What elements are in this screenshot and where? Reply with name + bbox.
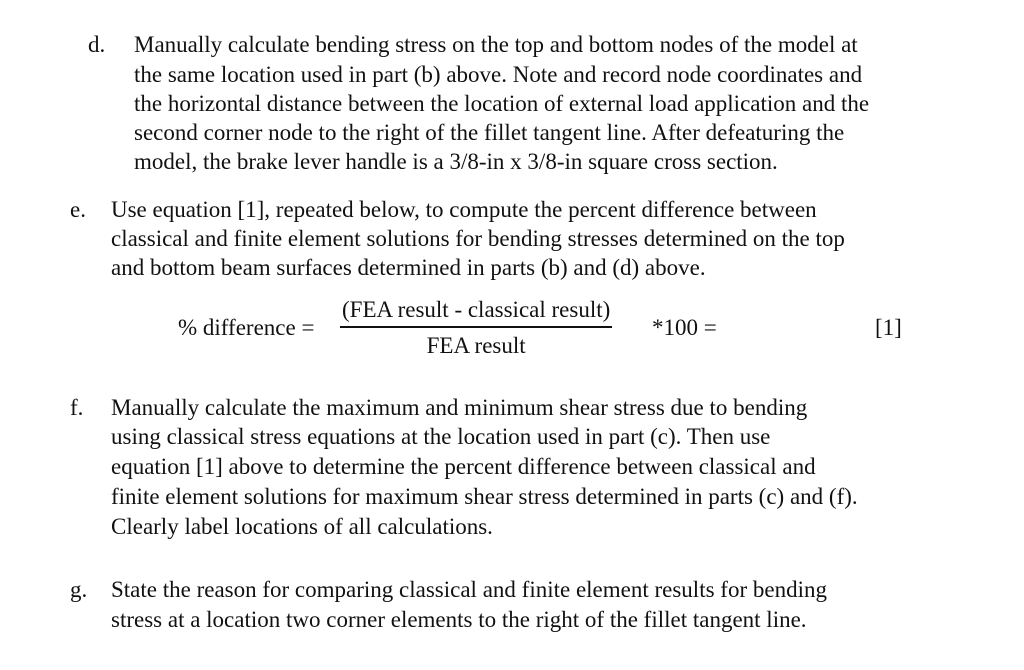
item-g-line: State the reason for comparing classical and finite element results for bending (111, 577, 827, 602)
item-g-label: g. (70, 577, 88, 602)
item-f-line: using classical stress equations at the location used in part (c). Then use (111, 424, 771, 449)
equation-lhs: % difference = (178, 315, 315, 340)
item-d-line: second corner node to the right of the fillet tangent line. After defeaturing the (134, 120, 845, 145)
item-d-line: model, the brake lever handle is a 3/8-in x 3/8-in square cross section. (134, 149, 778, 174)
item-d-line: Manually calculate bending stress on the top and bottom nodes of the model at (134, 32, 858, 57)
item-e-line: Use equation [1], repeated below, to compute the percent difference between (111, 197, 817, 222)
item-e-line: classical and finite element solutions for bending stresses determined on the top (111, 226, 845, 251)
equation-number: [1] (875, 315, 902, 340)
equation-numerator: (FEA result - classical result) (342, 297, 611, 322)
equation-fraction (340, 296, 612, 360)
item-f-line: Clearly label locations of all calculations. (111, 514, 493, 539)
fraction-bar (340, 326, 612, 328)
item-e-line: and bottom beam surfaces determined in parts (b) and (d) above. (111, 255, 706, 280)
item-g-line: stress at a location two corner elements to the right of the fillet tangent line. (111, 607, 807, 632)
equation-rhs: *100 = (652, 315, 717, 340)
item-d-line: the same location used in part (b) above. Note and record node coordinates and (134, 62, 863, 87)
item-e-label: e. (70, 197, 86, 222)
item-f-line: Manually calculate the maximum and minimum shear stress due to bending (111, 395, 808, 420)
item-f-line: finite element solutions for maximum shear stress determined in parts (c) and (f). (111, 484, 858, 509)
item-d-label: d. (88, 32, 106, 57)
item-f-line: equation [1] above to determine the percent difference between classical and (111, 454, 816, 479)
equation-denominator: FEA result (426, 333, 526, 358)
item-d-line: the horizontal distance between the location of external load application and the (134, 91, 870, 116)
item-f-label: f. (70, 395, 84, 420)
